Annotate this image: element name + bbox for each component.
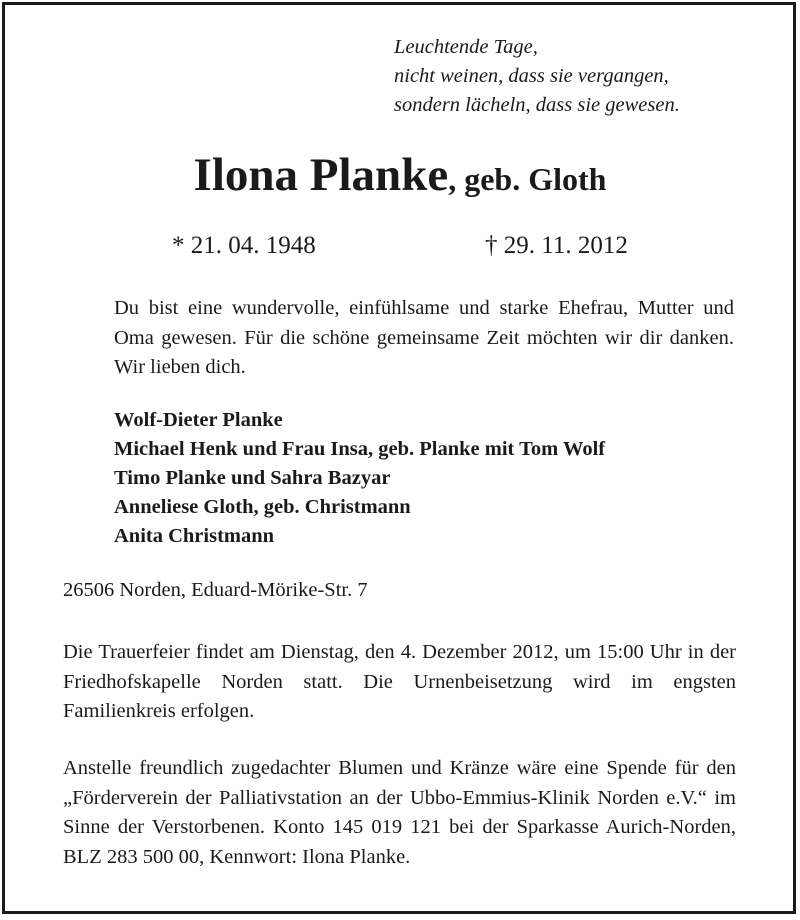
mourner: Wolf-Dieter Planke [114, 409, 283, 431]
deceased-maiden-name: , geb. Gloth [448, 161, 607, 197]
mourner: Michael Henk und Frau Insa, geb. Planke mit Tom Wolf [114, 438, 606, 460]
poem [394, 33, 680, 120]
poem-line: sondern lächeln, dass sie gewesen. [394, 94, 680, 116]
donation-info: Anstelle freundlich zugedachter Blumen und Kränze wäre eine Spende für den „Förderverein der Palliativstation an der Ubbo-Emmius-Klinik Norden e.V.“ im Sinne der Verstorbenen. Konto 145 019 121 bei der Sparkasse Aurich-Norden, BLZ 283 500 00, Kennwort: Ilona Planke. [63, 757, 736, 868]
mourners-list [114, 406, 605, 551]
poem-line: Leuchtende Tage, [394, 36, 538, 58]
death-date: † 29. 11. 2012 [485, 232, 628, 259]
mourner: Anita Christmann [114, 525, 275, 547]
birth-date: * 21. 04. 1948 [172, 232, 316, 259]
funeral-info: Die Trauerfeier findet am Dienstag, den 4. Dezember 2012, um 15:00 Uhr in der Friedhofskapelle Norden statt. Die Urnenbeisetzung wird im engsten Familienkreis erfolgen. [63, 641, 736, 722]
address: 26506 Norden, Eduard-Mörike-Str. 7 [63, 579, 368, 601]
mourner: Anneliese Gloth, geb. Christmann [114, 496, 411, 518]
poem-line: nicht weinen, dass sie vergangen, [394, 65, 669, 87]
deceased-name [0, 148, 800, 202]
mourner: Timo Planke und Sahra Bazyar [114, 467, 391, 489]
farewell-text: Du bist eine wundervolle, einfühlsame und starke Ehefrau, Mutter und Oma gewesen. Für die schöne gemeinsame Zeit möchten wir dir danken. Wir lieben dich. [114, 297, 734, 378]
deceased-name-main: Ilona Planke [193, 149, 449, 201]
